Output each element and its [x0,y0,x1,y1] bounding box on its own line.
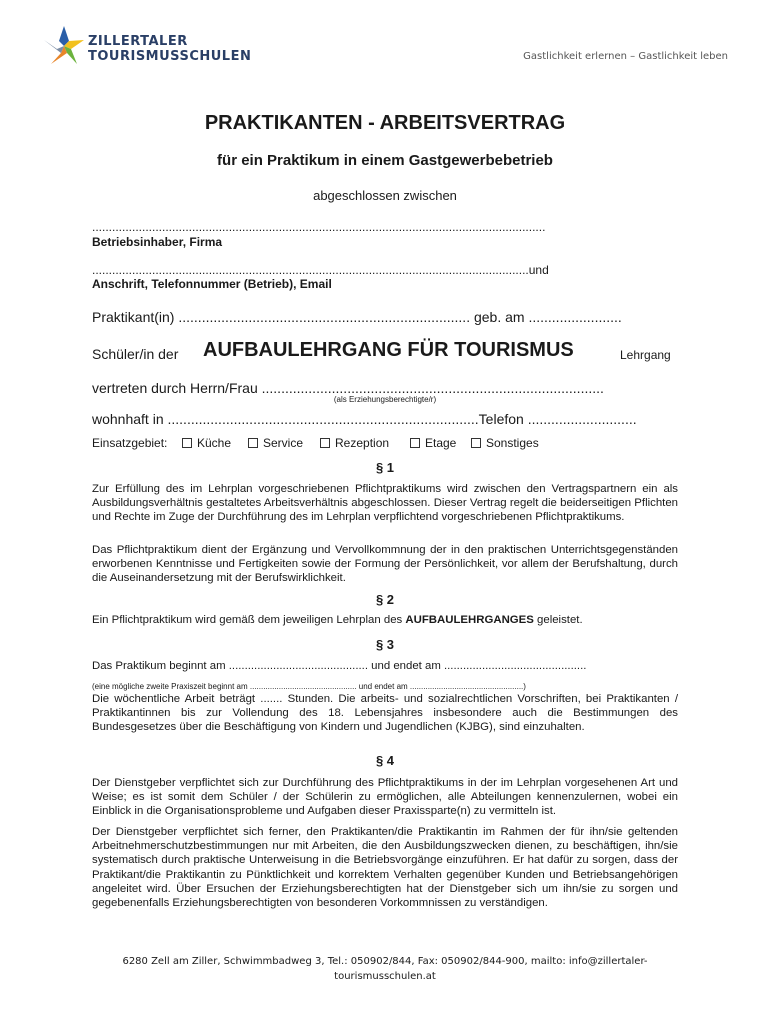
represented-field: vertreten durch Herrn/Frau ........................................................................................ [92,380,604,396]
checkbox-kitchen[interactable]: Küche [182,436,231,450]
residence-field: wohnhaft in ................................................................................Telefon ............................ [92,411,637,427]
section-3-paragraph: Die wöchentliche Arbeit beträgt ....... Stunden. Die arbeits- und sozialrechtlichen Vorschriften, bei Praktikanten / Praktikantinnen bis zur Vollendung des 18. Lebensjahres insbesondere auch die Bestimmungen des Bundesgesetzes über die Beschäftigung von Kindern und Jugendlichen (KJBG), sind einzuhalten. [92,693,678,734]
internship-dates-line: Das Praktikum beginnt am ............................................ und endet am ............................................. [92,660,587,672]
section-2-paragraph: Ein Pflichtpraktikum wird gemäß dem jeweiligen Lehrplan des AUFBAULEHRGANGES geleistet. [92,614,583,626]
owner-fill-line: ........................................................................................................................................ [92,220,546,234]
document-title: PRAKTIKANTEN - ARBEITSVERTRAG [204,112,566,134]
student-prefix: Schüler/in der [92,346,179,362]
deployment-label: Einsatzgebiet: [92,436,168,450]
footer [0,954,770,984]
section-1-paragraph-1: Zur Erfüllung des im Lehrplan vorgeschriebenen Pflichtpraktikums wird zwischen den Vertragspartnern ein als Ausbildungsverhältnis gestaltetes Arbeitsverhältnis abgeschlossen. Dieser Vertrag regelt die beiderseitigen Pflichten und Rechte im Zuge der Durchführung des im Lehrplan verpflichtend vorgeschriebenen Pflichtpraktikums. [92,483,678,524]
section-4-paragraph-1: Der Dienstgeber verpflichtet sich zur Durchführung des Pflichtpraktikums in der im Lehrplan vorgesehenen Art und Weise; es ist somit dem Schüler / der Schülerin zu ermöglichen, alle Abteilungen kennenzulernen, wobei ein Einblick in die Organisationsprobleme und Aufgaben dieser Praxissparte(n) zu vermitteln ist. [92,777,678,818]
guardian-hint: (als Erziehungsberechtigte/r) [333,395,437,404]
course-name: AUFBAULEHRGANG FÜR TOURISMUS [203,339,574,361]
checkbox-icon [320,438,330,448]
checkbox-icon [182,438,192,448]
concluded-between: abgeschlossen zwischen [313,188,457,203]
checkbox-other[interactable]: Sonstiges [471,436,539,450]
owner-label: Betriebsinhaber, Firma [92,235,223,249]
checkbox-icon [410,438,420,448]
section-1-paragraph-2: Das Pflichtpraktikum dient der Ergänzung und Vervollkommnung der in den praktischen Unterrichtsgegenständen erworbenen Kenntnisse und Fertigkeiten sowie der Formung der Persönlichkeit, vor allem der Berufshaltung, durch die Auseinandersetzung mit der Berufswirklichkeit. [92,544,678,585]
section-3-heading: § 3 [375,637,395,652]
star-logo-icon [42,24,86,68]
checkbox-icon [471,438,481,448]
checkbox-icon [248,438,258,448]
slogan: Gastlichkeit erlernen – Gastlichkeit leben [523,51,728,62]
document-subtitle: für ein Praktikum in einem Gastgewerbebetrieb [217,152,553,169]
section-4-paragraph-2: Der Dienstgeber verpflichtet sich ferner, den Praktikanten/die Praktikantin im Rahmen der für ihn/sie geltenden Arbeitnehmerschutzbestimmungen nur mit Arbeiten, die den Ausbildungszwecken dienen, zu beschäftigen, ihn/sie systematisch durch praktische Unterweisung in die Betriebsvorgänge einzuführen. Er hat dafür zu sorgen, dass der Praktikant/die Praktikantin zu Pünktlichkeit und korrektem Verhalten gegenüber Kunden und Betriebsangehörigen angeleitet wird. Über Ersuchen der Erziehungsberechtigten hat der Dienstgeber sich um ihn/sie zu sorgen und gegebenenfalls Erziehungsberechtigten von besonderen Vorkommnissen zu verständigen. [92,826,678,910]
section-1-heading: § 1 [375,460,395,475]
footer-line-1: 6280 Zell am Ziller, Schwimmbadweg 3, Tel.: 050902/844, Fax: 050902/844-900, mailto: info@zillertaler- [122,956,648,967]
address-label: Anschrift, Telefonnummer (Betrieb), Email [92,277,332,291]
school-logo [42,22,252,70]
intern-field: Praktikant(in) ........................................................................... geb. am ........................ [92,309,622,325]
logo-line-1: ZILLERTALER [88,34,188,49]
second-period-line: (eine mögliche zweite Praxiszeit beginnt am ................................................ und endet am ...................................................) [92,682,526,691]
section-4-heading: § 4 [375,753,395,768]
checkbox-service[interactable]: Service [248,436,303,450]
checkbox-reception[interactable]: Rezeption [320,436,389,450]
course-suffix: Lehrgang [620,348,671,362]
section-2-heading: § 2 [375,592,395,607]
address-fill-line: ...................................................................................................................................und [92,263,549,277]
logo-line-2: TOURISMUSSCHULEN [88,49,252,64]
checkbox-floor[interactable]: Etage [410,436,456,450]
footer-line-2: tourismusschulen.at [334,971,436,982]
